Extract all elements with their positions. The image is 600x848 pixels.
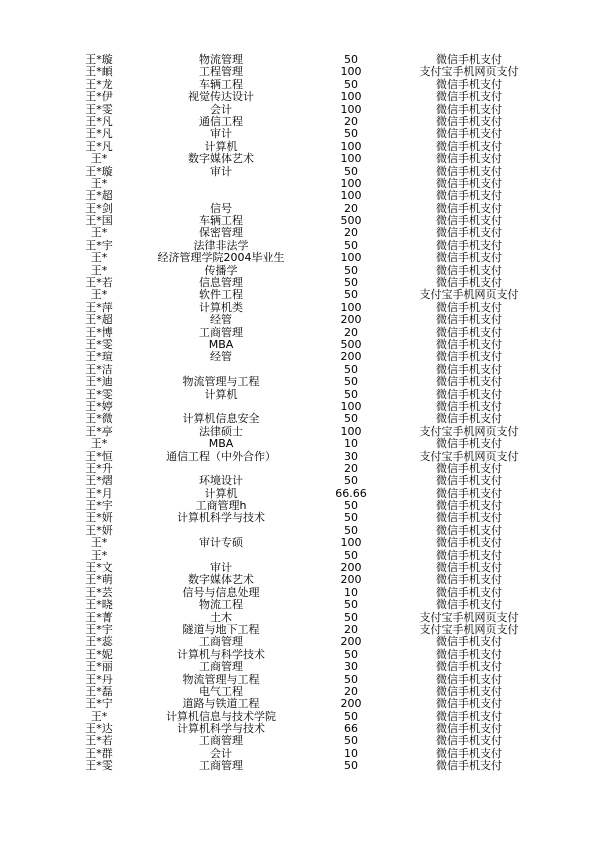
amount-cell: 500 [340, 214, 362, 228]
donor-name-cell: 王*国 [85, 214, 113, 228]
major-cell: 视觉传达设计 [188, 90, 254, 104]
donor-name-cell: 王*迪 [85, 375, 113, 389]
payment-method-cell: 支付宝手机网页支付 [419, 622, 519, 636]
payment-method-cell: 支付宝手机网页支付 [419, 449, 519, 463]
amount-cell: 50 [344, 276, 358, 290]
donor-name-cell: 王*璇 [85, 164, 113, 178]
major-cell: 计算机信息与技术学院 [166, 709, 276, 723]
donor-name-cell: 王*群 [85, 746, 113, 760]
major-cell: 计算机信息安全 [182, 412, 260, 426]
table-row [72, 438, 552, 450]
major-cell: 计算机科学与技术 [177, 511, 265, 525]
donor-name-cell: 王* [90, 709, 108, 723]
donation-table [72, 54, 552, 773]
major-cell: 工商管理 [199, 734, 243, 748]
amount-cell: 50 [344, 548, 358, 562]
payment-method-cell: 微信手机支付 [436, 399, 502, 413]
donor-name-cell: 王*雯 [85, 387, 113, 401]
major-cell: 计算机与科学技术 [177, 647, 265, 661]
payment-method-cell: 微信手机支付 [436, 759, 502, 773]
major-cell: 土木 [210, 610, 232, 624]
donor-name-cell: 王*龙 [85, 77, 113, 91]
donor-name-cell: 王*若 [85, 276, 113, 290]
amount-cell: 50 [344, 647, 358, 661]
major-cell: 经管 [210, 313, 232, 327]
major-cell: 隧道与地下工程 [182, 622, 260, 636]
major-cell: 经济管理学院2004毕业生 [157, 251, 285, 265]
payment-method-cell: 支付宝手机网页支付 [419, 424, 519, 438]
amount-cell: 50 [344, 387, 358, 401]
payment-method-cell: 微信手机支付 [436, 722, 502, 736]
table-row [72, 475, 552, 487]
payment-method-cell: 微信手机支付 [436, 437, 502, 451]
payment-method-cell: 微信手机支付 [436, 127, 502, 141]
major-cell: MBA [208, 337, 234, 351]
donor-name-cell: 王* [90, 251, 108, 265]
amount-cell: 50 [344, 77, 358, 91]
payment-method-cell: 微信手机支付 [436, 672, 502, 686]
payment-method-cell: 微信手机支付 [436, 350, 502, 364]
major-cell: 审计 [210, 561, 232, 575]
donor-name-cell: 王*萌 [85, 573, 113, 587]
table-row [72, 537, 552, 549]
payment-method-cell: 微信手机支付 [436, 263, 502, 277]
amount-cell: 200 [340, 697, 362, 711]
donor-name-cell: 王*頔 [85, 65, 113, 79]
major-cell: MBA [208, 437, 234, 451]
payment-method-cell: 微信手机支付 [436, 709, 502, 723]
amount-cell: 50 [344, 672, 358, 686]
donor-name-cell: 王*凡 [85, 127, 113, 141]
donor-name-cell: 王* [90, 437, 108, 451]
amount-cell: 50 [344, 709, 358, 723]
major-cell: 计算机 [204, 486, 238, 500]
major-cell: 物流管理与工程 [182, 375, 260, 389]
payment-method-cell: 微信手机支付 [436, 276, 502, 290]
donor-name-cell: 王*宇 [85, 238, 113, 252]
major-cell: 工商管理 [199, 759, 243, 773]
payment-method-cell: 微信手机支付 [436, 375, 502, 389]
payment-method-cell: 微信手机支付 [436, 214, 502, 228]
major-cell: 物流管理与工程 [182, 672, 260, 686]
amount-cell: 200 [340, 350, 362, 364]
table-row [72, 252, 552, 264]
amount-cell: 50 [344, 610, 358, 624]
donor-name-cell: 王*芸 [85, 585, 113, 599]
payment-method-cell: 微信手机支付 [436, 746, 502, 760]
donor-name-cell: 王*妍 [85, 523, 113, 537]
amount-cell: 30 [344, 660, 358, 674]
amount-cell: 100 [340, 424, 362, 438]
payment-method-cell: 微信手机支付 [436, 226, 502, 240]
major-cell: 通信工程 [199, 114, 243, 128]
amount-cell: 10 [344, 437, 358, 451]
major-cell: 计算机 [204, 139, 238, 153]
donor-name-cell: 王*升 [85, 461, 113, 475]
donor-name-cell: 王*熠 [85, 474, 113, 488]
amount-cell: 100 [340, 251, 362, 265]
table-row [72, 314, 552, 326]
donor-name-cell: 王*雯 [85, 337, 113, 351]
major-cell: 信息管理 [199, 276, 243, 290]
amount-cell: 66 [344, 722, 358, 736]
major-cell: 计算机类 [199, 300, 243, 314]
amount-cell: 100 [340, 176, 362, 190]
major-cell: 工商管理 [199, 325, 243, 339]
payment-method-cell: 微信手机支付 [436, 461, 502, 475]
amount-cell: 50 [344, 759, 358, 773]
donor-name-cell: 王*恒 [85, 449, 113, 463]
payment-method-cell: 微信手机支付 [436, 474, 502, 488]
donor-name-cell: 王*伊 [85, 90, 113, 104]
table-row [72, 661, 552, 673]
amount-cell: 10 [344, 746, 358, 760]
payment-method-cell: 微信手机支付 [436, 486, 502, 500]
amount-cell: 20 [344, 114, 358, 128]
donor-name-cell: 王* [90, 288, 108, 302]
donor-name-cell: 王*若 [85, 734, 113, 748]
payment-method-cell: 微信手机支付 [436, 189, 502, 203]
major-cell: 工商管理h [195, 499, 247, 513]
major-cell: 审计专硕 [199, 536, 243, 550]
donor-name-cell: 王* [90, 263, 108, 277]
payment-method-cell: 微信手机支付 [436, 536, 502, 550]
major-cell: 道路与铁道工程 [182, 697, 260, 711]
table-row [72, 227, 552, 239]
table-row [72, 128, 552, 140]
amount-cell: 100 [340, 102, 362, 116]
donor-name-cell: 王* [90, 152, 108, 166]
major-cell [126, 190, 316, 202]
major-cell: 环境设计 [199, 474, 243, 488]
major-cell: 法律硕士 [199, 424, 243, 438]
payment-method-cell: 微信手机支付 [436, 499, 502, 513]
donor-name-cell: 王*宇 [85, 499, 113, 513]
amount-cell: 50 [344, 288, 358, 302]
donor-name-cell: 王*剑 [85, 201, 113, 215]
major-cell: 信号 [210, 201, 232, 215]
table-row [72, 190, 552, 202]
payment-method-cell: 微信手机支付 [436, 325, 502, 339]
table-row [72, 91, 552, 103]
major-cell: 物流管理 [199, 53, 243, 66]
donor-name-cell: 王*蕊 [85, 635, 113, 649]
payment-method-cell: 微信手机支付 [436, 53, 502, 66]
amount-cell: 50 [344, 375, 358, 389]
amount-cell: 100 [340, 139, 362, 153]
amount-cell: 500 [340, 337, 362, 351]
payment-method-cell: 微信手机支付 [436, 598, 502, 612]
amount-cell: 50 [344, 523, 358, 537]
payment-method-cell: 微信手机支付 [436, 90, 502, 104]
major-cell [126, 178, 316, 190]
donor-name-cell: 王* [90, 176, 108, 190]
amount-cell: 200 [340, 635, 362, 649]
amount-cell: 50 [344, 362, 358, 376]
major-cell: 审计 [210, 164, 232, 178]
amount-cell: 20 [344, 325, 358, 339]
major-cell: 工商管理 [199, 660, 243, 674]
amount-cell: 50 [344, 164, 358, 178]
major-cell: 经管 [210, 350, 232, 364]
payment-method-cell: 微信手机支付 [436, 152, 502, 166]
payment-method-cell: 微信手机支付 [436, 387, 502, 401]
major-cell: 审计 [210, 127, 232, 141]
donor-name-cell: 王*丹 [85, 672, 113, 686]
table-row [72, 574, 552, 586]
amount-cell: 66.66 [335, 486, 367, 500]
major-cell: 数字媒体艺术 [188, 152, 254, 166]
payment-method-cell: 微信手机支付 [436, 337, 502, 351]
amount-cell: 100 [340, 65, 362, 79]
donor-name-cell: 王*晓 [85, 598, 113, 612]
amount-cell: 100 [340, 399, 362, 413]
payment-method-cell: 微信手机支付 [436, 300, 502, 314]
payment-method-cell: 微信手机支付 [436, 102, 502, 116]
donor-name-cell: 王*博 [85, 325, 113, 339]
amount-cell: 50 [344, 734, 358, 748]
payment-method-cell: 支付宝手机网页支付 [419, 288, 519, 302]
table-row [72, 760, 552, 772]
payment-method-cell: 微信手机支付 [436, 561, 502, 575]
donor-name-cell: 王*微 [85, 412, 113, 426]
donor-name-cell: 王* [90, 536, 108, 550]
payment-method-cell: 支付宝手机网页支付 [419, 610, 519, 624]
major-cell: 物流工程 [199, 598, 243, 612]
amount-cell: 30 [344, 449, 358, 463]
donor-name-cell: 王*丽 [85, 660, 113, 674]
donor-name-cell: 王*亭 [85, 424, 113, 438]
amount-cell: 50 [344, 598, 358, 612]
amount-cell: 20 [344, 684, 358, 698]
major-cell: 车辆工程 [199, 214, 243, 228]
major-cell: 会计 [210, 102, 232, 116]
donor-name-cell: 王* [90, 226, 108, 240]
donor-name-cell: 王*超 [85, 313, 113, 327]
donor-name-cell: 王*婷 [85, 399, 113, 413]
payment-method-cell: 微信手机支付 [436, 511, 502, 525]
amount-cell: 50 [344, 53, 358, 66]
major-cell: 软件工程 [199, 288, 243, 302]
donor-name-cell: 王*洁 [85, 362, 113, 376]
amount-cell: 20 [344, 622, 358, 636]
donor-name-cell: 王*凡 [85, 139, 113, 153]
payment-method-cell: 微信手机支付 [436, 139, 502, 153]
donor-name-cell: 王*菁 [85, 610, 113, 624]
amount-cell: 100 [340, 536, 362, 550]
donor-name-cell: 王*妮 [85, 647, 113, 661]
donor-name-cell: 王*达 [85, 722, 113, 736]
major-cell: 数字媒体艺术 [188, 573, 254, 587]
amount-cell: 200 [340, 573, 362, 587]
payment-method-cell: 微信手机支付 [436, 201, 502, 215]
major-cell: 信号与信息处理 [182, 585, 260, 599]
payment-method-cell: 微信手机支付 [436, 635, 502, 649]
amount-cell: 50 [344, 263, 358, 277]
payment-method-cell: 微信手机支付 [436, 412, 502, 426]
donor-name-cell: 王*璇 [85, 53, 113, 66]
donor-name-cell: 王*月 [85, 486, 113, 500]
payment-method-cell: 微信手机支付 [436, 697, 502, 711]
amount-cell: 50 [344, 127, 358, 141]
amount-cell: 200 [340, 561, 362, 575]
amount-cell: 50 [344, 474, 358, 488]
major-cell: 传播学 [204, 263, 238, 277]
donor-name-cell: 王*雯 [85, 102, 113, 116]
amount-cell: 100 [340, 152, 362, 166]
table-row [72, 698, 552, 710]
major-cell: 保密管理 [199, 226, 243, 240]
table-row [72, 636, 552, 648]
major-cell: 通信工程（中外合作） [166, 449, 276, 463]
payment-method-cell: 微信手机支付 [436, 238, 502, 252]
amount-cell: 20 [344, 461, 358, 475]
major-cell: 工商管理 [199, 635, 243, 649]
payment-method-cell: 微信手机支付 [436, 660, 502, 674]
amount-cell: 200 [340, 313, 362, 327]
amount-cell: 100 [340, 300, 362, 314]
payment-method-cell: 微信手机支付 [436, 647, 502, 661]
payment-method-cell: 微信手机支付 [436, 585, 502, 599]
table-row [72, 376, 552, 388]
payment-method-cell: 微信手机支付 [436, 548, 502, 562]
payment-method-cell: 微信手机支付 [436, 77, 502, 91]
donor-name-cell: 王*瑄 [85, 350, 113, 364]
major-cell: 计算机 [204, 387, 238, 401]
donor-name-cell: 王*文 [85, 561, 113, 575]
table-row [72, 599, 552, 611]
amount-cell: 100 [340, 90, 362, 104]
amount-cell: 50 [344, 412, 358, 426]
payment-method-cell: 微信手机支付 [436, 114, 502, 128]
payment-method-cell: 微信手机支付 [436, 684, 502, 698]
payment-method-cell: 支付宝手机网页支付 [419, 65, 519, 79]
payment-method-cell: 微信手机支付 [436, 362, 502, 376]
payment-method-cell: 微信手机支付 [436, 734, 502, 748]
amount-cell: 10 [344, 585, 358, 599]
major-cell: 法律非法学 [193, 238, 249, 252]
amount-cell: 100 [340, 189, 362, 203]
table-row [72, 512, 552, 524]
table-row [72, 153, 552, 165]
donor-name-cell: 王* [90, 548, 108, 562]
major-cell: 车辆工程 [199, 77, 243, 91]
major-cell: 工程管理 [199, 65, 243, 79]
donor-name-cell: 王*妍 [85, 511, 113, 525]
payment-method-cell: 微信手机支付 [436, 176, 502, 190]
major-cell: 计算机科学与技术 [177, 722, 265, 736]
donor-name-cell: 王*凡 [85, 114, 113, 128]
donor-name-cell: 王*宇 [85, 622, 113, 636]
table-row [72, 351, 552, 363]
amount-cell: 50 [344, 238, 358, 252]
payment-method-cell: 微信手机支付 [436, 573, 502, 587]
table-row [72, 66, 552, 78]
payment-method-cell: 微信手机支付 [436, 251, 502, 265]
donor-name-cell: 王*宁 [85, 697, 113, 711]
payment-method-cell: 微信手机支付 [436, 523, 502, 537]
donor-name-cell: 王*雯 [85, 759, 113, 773]
major-cell: 电气工程 [199, 684, 243, 698]
payment-method-cell: 微信手机支付 [436, 313, 502, 327]
amount-cell: 50 [344, 499, 358, 513]
table-row [72, 413, 552, 425]
donor-name-cell: 王*萍 [85, 300, 113, 314]
major-cell: 会计 [210, 746, 232, 760]
amount-cell: 20 [344, 226, 358, 240]
donor-name-cell: 王*磊 [85, 684, 113, 698]
table-row [72, 289, 552, 301]
payment-method-cell: 微信手机支付 [436, 164, 502, 178]
amount-cell: 50 [344, 511, 358, 525]
donor-name-cell: 王*超 [85, 189, 113, 203]
amount-cell: 20 [344, 201, 358, 215]
